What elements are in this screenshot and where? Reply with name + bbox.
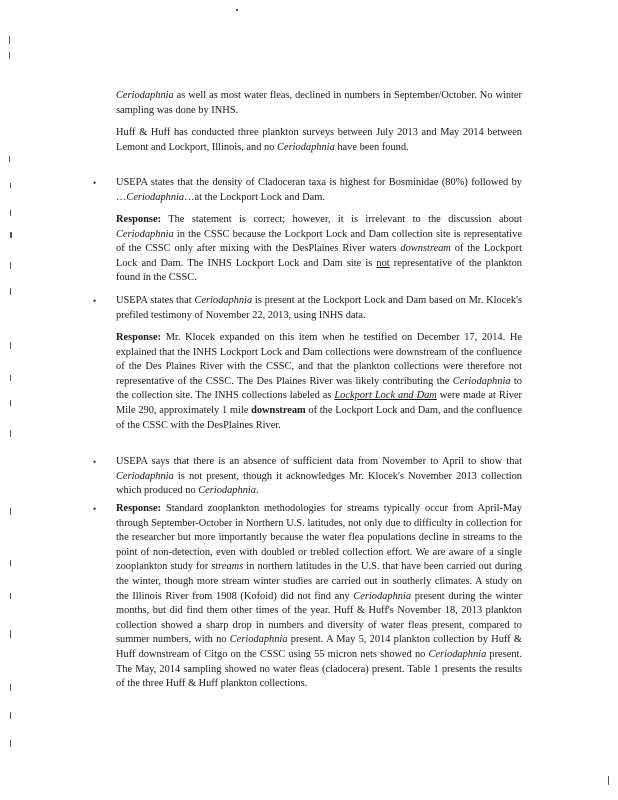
scan-artifact (10, 712, 11, 719)
text-run: USEPA states that (116, 295, 195, 306)
scan-artifact (10, 508, 11, 515)
scan-artifact (10, 593, 11, 599)
scan-artifact (10, 342, 11, 349)
bullet-icon: • (93, 178, 97, 188)
text-run: Lockport Lock and Dam (334, 390, 437, 402)
text-run: The statement is correct; however, it is irrelevant to the discussion about (161, 214, 522, 225)
text-run: Mr. Klocek expanded on this item when he testified on December 17, 2014. He explained that the INHS Lockport Lock and Dam collections were downstream of the confluence of the Des Plaines River with the CSSC, and that the plankton collections were therefore not representative of the CSSC. The Des Plaines River was likely contributing the (116, 332, 522, 387)
text-run: Ceriodaphnia (353, 590, 412, 602)
text-run: Response: (116, 503, 162, 514)
claim-paragraph-2 (116, 294, 522, 323)
text-run: were made at River Mile 290, approximately 1 mile (116, 390, 522, 416)
scan-artifact (9, 156, 10, 162)
text-run: to the collection site. The INHS collections labeled as (116, 375, 522, 402)
text-run: present during the winter months, but did find them other times of the year. Huff & Huff's November 18, 2013 plankton collection showed a sharp drop in numbers and diversity of water fleas present, compared to summer numbers, with no (116, 590, 522, 646)
bullet-icon: • (93, 504, 97, 514)
scan-artifact (10, 262, 11, 269)
text-run: downstream (400, 243, 451, 255)
text-run: . (255, 485, 259, 497)
text-run: Ceriodaphnia (452, 375, 511, 387)
text-run: USEPA says that there is an absence of sufficient data from November to April to show that (116, 456, 522, 467)
text-run: Ceriodaphnia (116, 228, 174, 240)
text-run: as well as most water fleas, declined in numbers in September/October. No winter sampling was done by INHS. (116, 90, 522, 116)
scan-artifact (10, 740, 11, 747)
text-run: in the CSSC because the Lockport Lock and Dam collection site is representative of the CSSC only after mixing with the DesPlaines River waters (116, 228, 522, 255)
text-run: streams (211, 561, 244, 573)
scan-artifact (10, 400, 11, 406)
scan-artifact (10, 232, 12, 238)
scan-artifact (10, 560, 11, 566)
text-run: present. A May 5, 2014 plankton collection by Huff & Huff downstream of Citgo on the CSSC using 55 micron nets showed no (116, 634, 522, 660)
text-run: Huff & Huff has conducted three plankton surveys between July 2013 and May 2014 between Lemont and Lockport, Illinois, and no (116, 127, 522, 153)
scan-artifact (10, 684, 11, 691)
response-paragraph-1 (116, 213, 522, 286)
text-run: is not present, though it acknowledges Mr. Klocek's November 2013 collection which produced no (116, 470, 522, 497)
text-run: USEPA states that the density of Cladoceran taxa is highest for Bosminidae (80%) followed by … (116, 177, 522, 203)
text-run: Ceriodaphnia (198, 485, 256, 497)
scan-artifact (10, 288, 11, 295)
text-run: Ceriodaphnia (116, 90, 174, 101)
text-run: have been found. (334, 141, 409, 153)
scan-artifact (9, 36, 10, 44)
text-run: present. The May, 2014 sampling showed no water fleas (cladocera) present. Table 1 presents the results of the three Huff & Huff plankton collections. (116, 648, 523, 690)
response-label: Response: (116, 332, 162, 343)
bullet-icon: • (93, 296, 97, 306)
text-run: Ceriodaphnia (126, 191, 185, 203)
intro-paragraph-1 (116, 89, 522, 118)
scan-artifact (608, 776, 609, 785)
text-run: downstream (251, 404, 306, 416)
response-paragraph-4 (116, 502, 522, 692)
scan-artifact (10, 630, 11, 638)
scan-artifact (10, 375, 11, 381)
text-run: of the Lockport Lock and Dam. The INHS Lockport Lock and Dam site is (116, 243, 522, 269)
text-run: representative of the plankton found in the CSSC. (116, 257, 523, 284)
response-label: Response: (116, 214, 162, 225)
response-text (116, 332, 522, 431)
intro-paragraph-2 (116, 126, 522, 155)
response-paragraph-2 (116, 331, 522, 433)
text-run: Standard zooplankton methodologies for streams typically occur from April-May through September-October in Northern U.S. latitudes, not only due to difficulty in collection for the researcher but more importantly because the water flea populations decline in streams to the point of non-detection, even with doubled or trebled collection effort. We are aware of a single zooplankton study for (116, 503, 522, 573)
text-run: in northern latitudes in the U.S. that have been carried out during the winter, though more stream winter studies are carried out in southerly climates. A study on the Illinois River from 1908 (Kofoid) did not find any (116, 561, 522, 602)
text-run: Ceriodaphnia (277, 141, 335, 153)
scan-artifact (9, 52, 10, 59)
scan-artifact (10, 183, 11, 188)
text-run: …at the Lockport Lock and Dam. (184, 191, 325, 203)
text-run: Ceriodaphnia (229, 634, 288, 646)
scan-artifact (236, 9, 238, 11)
text-run: of the Lockport Lock and Dam, and the confluence of the CSSC with the DesPlaines River. (116, 404, 522, 431)
bullet-icon: • (93, 457, 97, 467)
scan-artifact (10, 210, 11, 216)
text-run: not (376, 257, 390, 269)
text-run: is present at the Lockport Lock and Dam based on Mr. Klocek's prefiled testimony of November 22, 2013, using INHS data. (116, 295, 522, 321)
scan-artifact (10, 430, 11, 437)
claim-paragraph-3 (116, 455, 522, 499)
text-run: Ceriodaphnia (116, 470, 174, 482)
text-run: Ceriodaphnia (428, 648, 487, 660)
text-run: Ceriodaphnia (194, 295, 253, 306)
claim-paragraph-1 (116, 176, 522, 205)
response-text (116, 214, 522, 283)
